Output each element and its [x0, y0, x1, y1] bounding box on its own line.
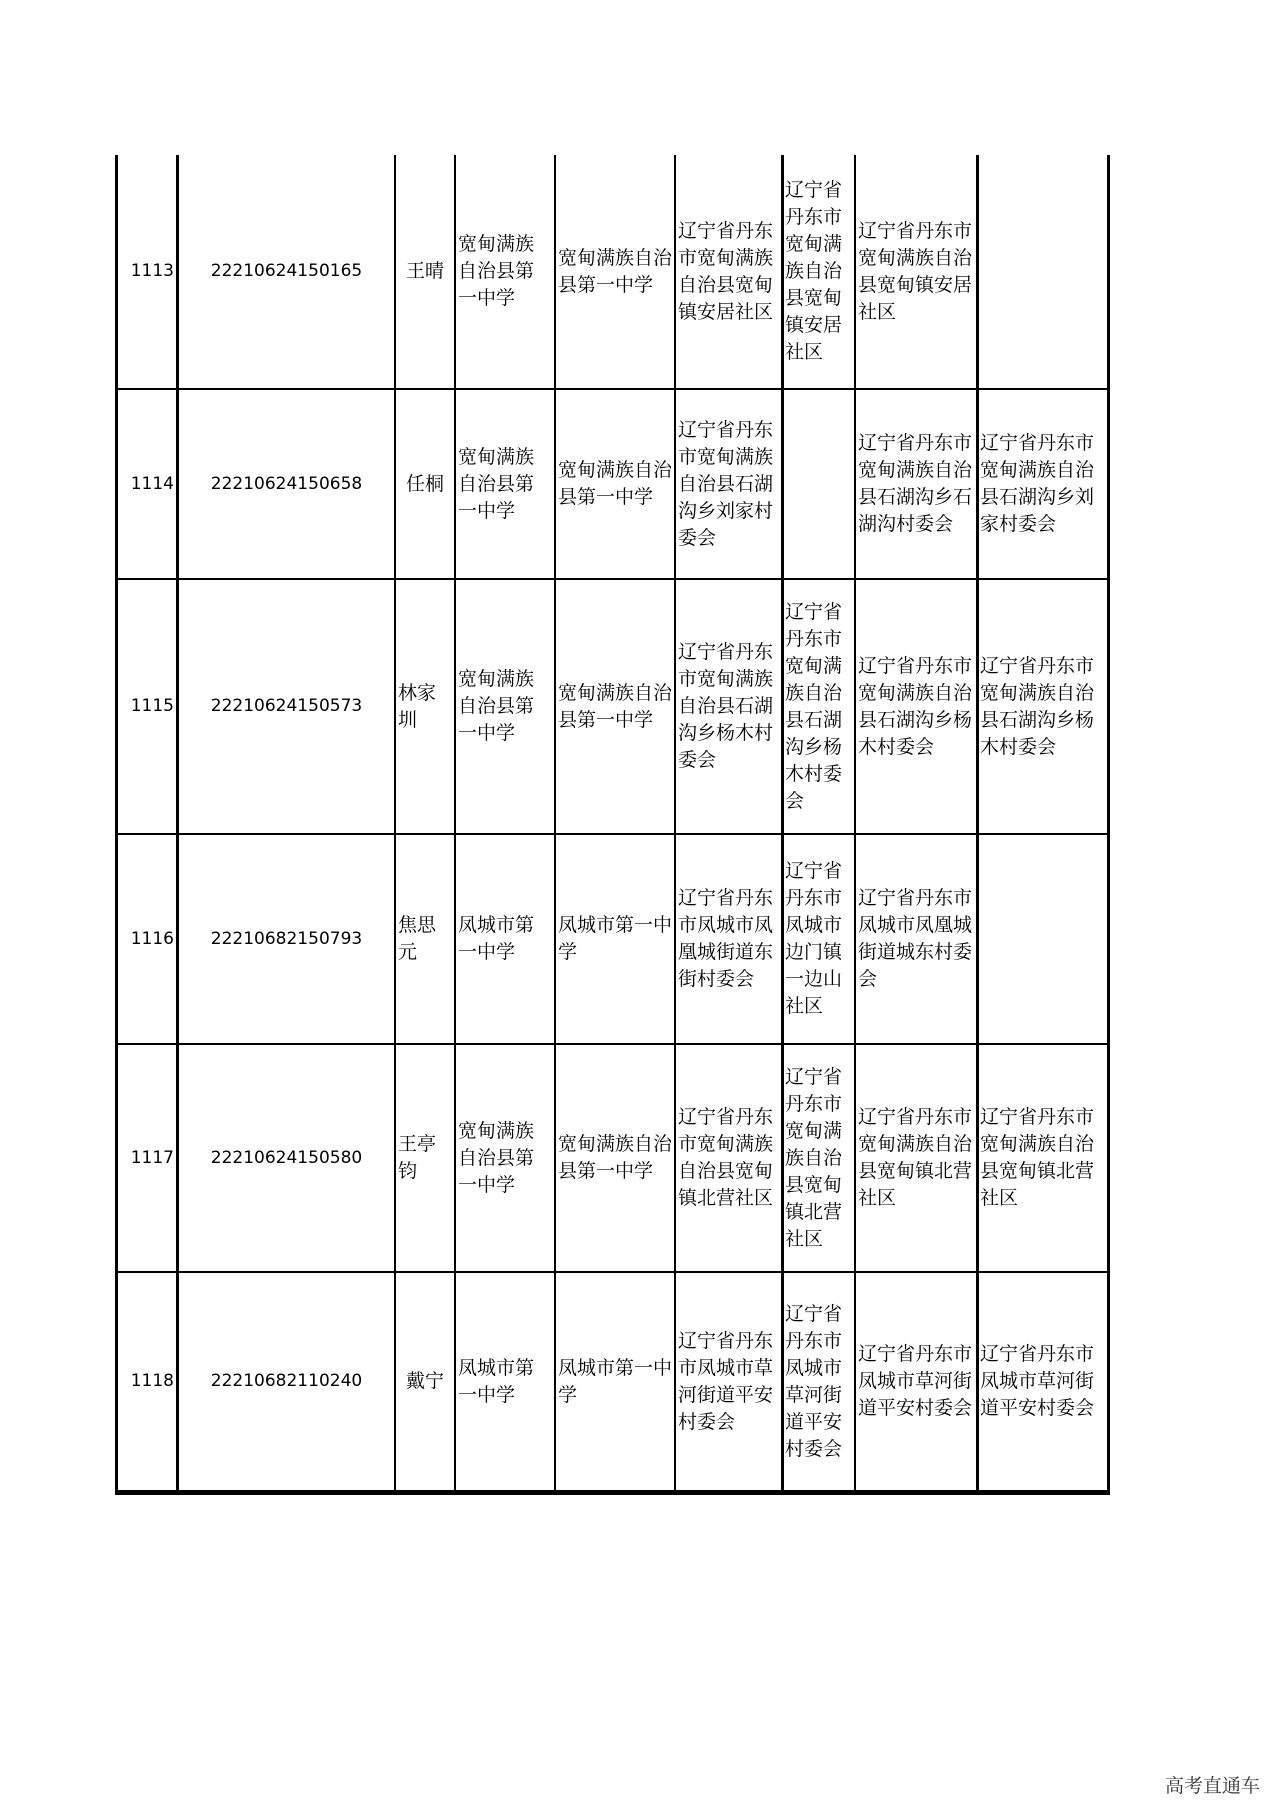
column-divider [176, 155, 179, 1492]
address-cell-3: 辽宁省丹东市凤城市草河街道平安村委会 [858, 1343, 973, 1419]
column-divider [554, 155, 556, 1492]
address-cell-3: 辽宁省丹东市宽甸满族自治县石湖沟乡杨木村委会 [858, 654, 973, 758]
address-cell-3: 辽宁省丹东市凤城市凤凰城街道城东村委会 [858, 887, 973, 990]
address-cell: 辽宁省丹东市宽甸满族自治县石湖沟乡杨木村委会 [678, 641, 774, 771]
address-cell-4 [977, 835, 1107, 1043]
data-table [115, 155, 1110, 1495]
address-cell-2: 辽宁省丹东市宽甸满族自治县宽甸镇北营社区 [785, 1065, 843, 1250]
seq-cell: 1113 [130, 261, 174, 281]
address-cell-3: 辽宁省丹东市宽甸满族自治县宽甸镇北营社区 [858, 1106, 973, 1209]
column-divider [976, 155, 979, 1492]
column-divider [394, 155, 396, 1492]
table-row [118, 580, 1107, 835]
exam-id-cell: 22210624150580 [210, 1147, 363, 1168]
name-cell: 戴宁 [405, 1370, 444, 1392]
exam-id-cell: 22210624150573 [210, 696, 363, 716]
exam-id-cell: 22210682110240 [210, 1371, 363, 1391]
address-cell-2: 辽宁省丹东市凤城市边门镇一边山社区 [785, 860, 843, 1017]
table-row [118, 1045, 1107, 1273]
address-cell-2: 辽宁省丹东市宽甸满族自治县石湖沟乡杨木村委会 [785, 600, 843, 812]
address-cell-2: 辽宁省丹东市凤城市草河街道平安村委会 [785, 1302, 843, 1460]
exam-id-cell: 22210624150165 [210, 261, 363, 281]
address-cell-4: 辽宁省丹东市宽甸满族自治县石湖沟乡刘家村委会 [980, 432, 1095, 535]
school-cell-2: 宽甸满族自治县第一中学 [558, 681, 673, 731]
school-cell-2: 凤城市第一中学 [558, 1356, 673, 1406]
column-divider [781, 155, 784, 1492]
school-cell: 凤城市第一中学 [458, 1356, 535, 1406]
school-cell-2: 宽甸满族自治县第一中学 [558, 1133, 673, 1182]
column-divider [454, 155, 456, 1492]
watermark-brand: 高考直通车 [1164, 1775, 1260, 1797]
address-cell-3: 辽宁省丹东市宽甸满族自治县石湖沟乡石湖沟村委会 [858, 432, 973, 535]
name-cell: 王亭钧 [398, 1133, 437, 1182]
address-cell-3: 辽宁省丹东市宽甸满族自治县宽甸镇安居社区 [858, 219, 973, 323]
name-cell: 林家圳 [398, 681, 437, 731]
school-cell-2: 宽甸满族自治县第一中学 [558, 459, 673, 508]
school-cell-2: 凤城市第一中学 [558, 914, 673, 963]
school-cell: 宽甸满族自治县第一中学 [458, 445, 535, 522]
name-cell: 任桐 [405, 472, 444, 495]
table-row [118, 155, 1107, 390]
seq-cell: 1114 [130, 473, 174, 494]
address-cell: 辽宁省丹东市宽甸满族自治县宽甸镇安居社区 [678, 219, 774, 323]
address-cell: 辽宁省丹东市凤城市草河街道平安村委会 [678, 1329, 774, 1433]
address-cell: 辽宁省丹东市凤城市凤凰城街道东街村委会 [678, 887, 774, 990]
seq-cell: 1117 [130, 1147, 174, 1168]
school-cell: 宽甸满族自治县第一中学 [458, 668, 535, 744]
seq-cell: 1115 [130, 696, 174, 716]
school-cell-2: 宽甸满族自治县第一中学 [558, 246, 673, 296]
exam-id-cell: 22210624150658 [210, 473, 363, 494]
column-divider [674, 155, 676, 1492]
address-cell: 辽宁省丹东市宽甸满族自治县石湖沟乡刘家村委会 [678, 418, 774, 549]
table-row [118, 1273, 1107, 1492]
address-cell-2 [782, 390, 855, 578]
address-cell-4: 辽宁省丹东市凤城市草河街道平安村委会 [980, 1343, 1095, 1419]
column-divider [854, 155, 856, 1492]
name-cell: 焦思元 [398, 914, 437, 963]
address-cell-4: 辽宁省丹东市宽甸满族自治县宽甸镇北营社区 [980, 1106, 1095, 1209]
address-cell-4 [977, 155, 1107, 388]
school-cell: 凤城市第一中学 [458, 914, 535, 963]
table-row [118, 390, 1107, 580]
table-row [118, 835, 1107, 1045]
seq-cell: 1116 [130, 928, 174, 949]
address-cell: 辽宁省丹东市宽甸满族自治县宽甸镇北营社区 [678, 1106, 774, 1209]
school-cell: 宽甸满族自治县第一中学 [458, 1119, 535, 1196]
seq-cell: 1118 [130, 1371, 174, 1391]
address-cell-4: 辽宁省丹东市宽甸满族自治县石湖沟乡杨木村委会 [980, 654, 1095, 758]
address-cell-2: 辽宁省丹东市宽甸满族自治县宽甸镇安居社区 [785, 179, 843, 363]
name-cell: 王晴 [405, 260, 444, 282]
exam-id-cell: 22210682150793 [210, 928, 363, 949]
school-cell: 宽甸满族自治县第一中学 [458, 233, 535, 309]
